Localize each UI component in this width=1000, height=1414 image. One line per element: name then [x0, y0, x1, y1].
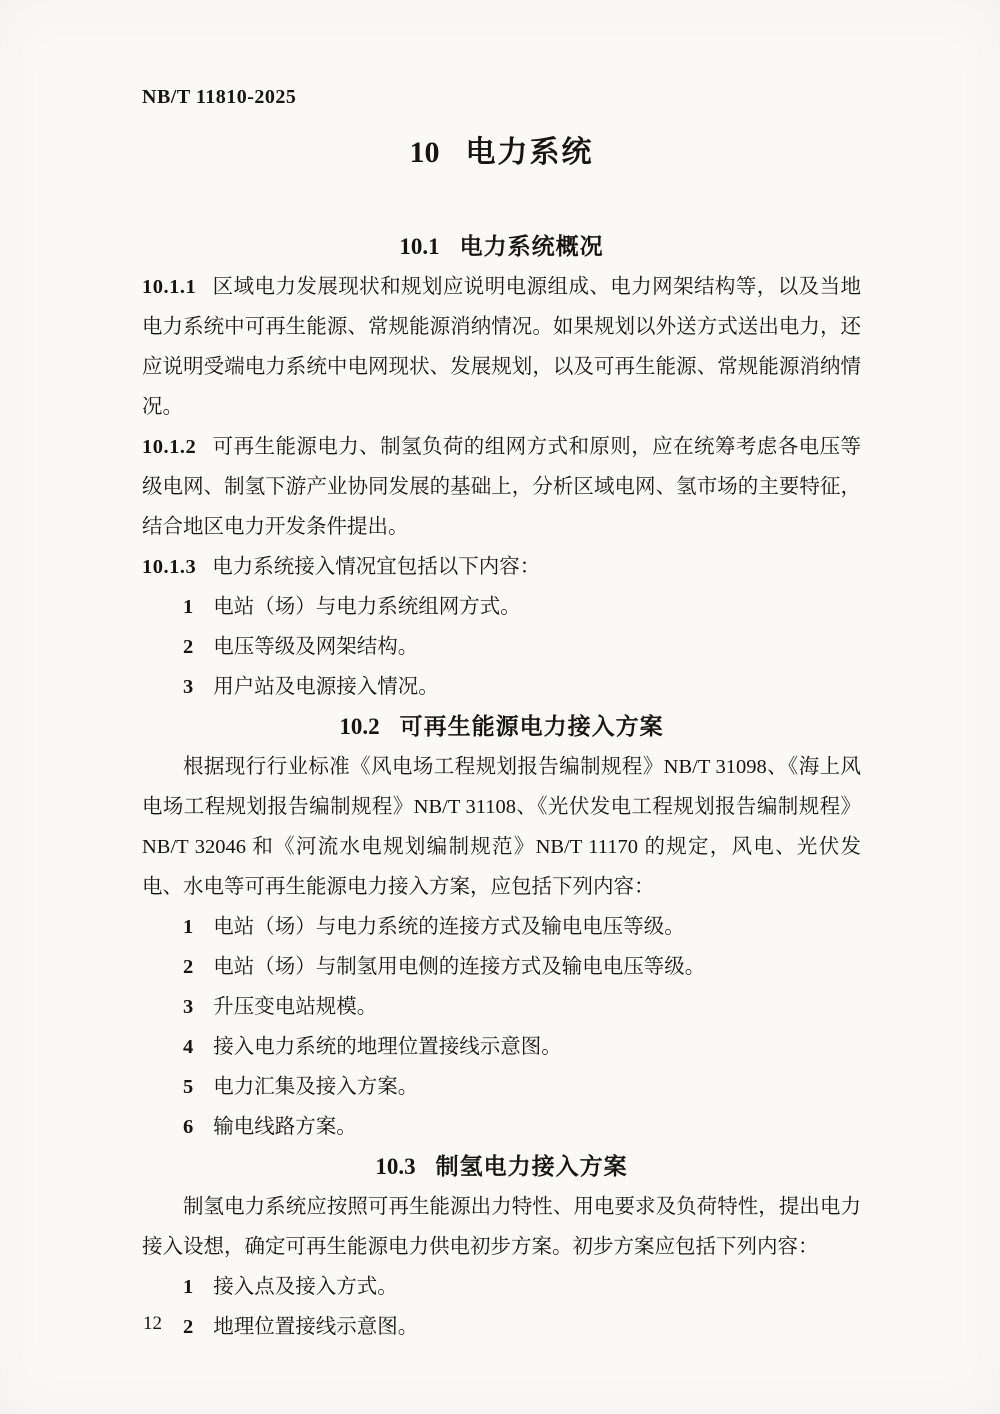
chapter-name: 电力系统: [465, 136, 594, 169]
list-item: [142, 667, 861, 707]
list-item: [142, 1267, 861, 1307]
section-number: 10.2: [339, 714, 380, 739]
section-intro-paragraph: 根据现行行业标准《风电场工程规划报告编制规程》NB/T 31098、《海上风电场工程规划报告编制规程》NB/T 31108、《光伏发电工程规划报告编制规程》NB/T 32046 和《河流水电规划编制规范》NB/T 11170 的规定，风电、光伏发电、水电等可再生能源电力接入方案，应包括下列内容：: [142, 756, 861, 898]
item-number: 2: [183, 636, 194, 658]
item-text: 接入点及接入方式。: [213, 1276, 398, 1298]
clause-10-1-1: [142, 267, 861, 427]
section-number: 10.3: [375, 1154, 416, 1179]
item-number: 2: [183, 1316, 194, 1338]
list-item: [142, 1307, 861, 1347]
clause-10-1-3: [142, 547, 861, 587]
list-item: [142, 947, 861, 987]
list-item: [142, 987, 861, 1027]
item-text: 接入电力系统的地理位置接线示意图。: [213, 1036, 562, 1058]
section-heading-10-2: [142, 707, 861, 747]
item-number: 3: [183, 676, 194, 698]
section-heading-10-1: [142, 227, 861, 267]
clause-text: 区域电力发展现状和规划应说明电源组成、电力网架结构等，以及当地电力系统中可再生能源、常规能源消纳情况。如果规划以外送方式送出电力，还应说明受端电力系统中电网现状、发展规划，以及可再生能源、常规能源消纳情况。: [142, 276, 861, 418]
item-number: 1: [183, 916, 194, 938]
section-title: 可再生能源电力接入方案: [399, 714, 664, 739]
item-number: 6: [183, 1116, 194, 1138]
item-text: 电站（场）与电力系统组网方式。: [213, 596, 521, 618]
body-text: [142, 227, 861, 1347]
clause-number: 10.1.2: [142, 436, 197, 458]
page-number: 12: [143, 1313, 162, 1334]
list-item: [142, 1107, 861, 1147]
section-number: 10.1: [399, 234, 440, 259]
clause-text: 电力系统接入情况宜包括以下内容：: [212, 556, 541, 578]
section-heading-10-3: [142, 1147, 861, 1187]
item-number: 4: [183, 1036, 194, 1058]
item-text: 电压等级及网架结构。: [213, 636, 419, 658]
clause-number: 10.1.3: [142, 556, 197, 578]
list-item: [142, 907, 861, 947]
item-text: 电力汇集及接入方案。: [213, 1076, 419, 1098]
item-number: 5: [183, 1076, 194, 1098]
item-number: 3: [183, 996, 194, 1018]
section-title: 电力系统概况: [459, 234, 604, 259]
list-item: [142, 627, 861, 667]
item-number: 1: [183, 596, 194, 618]
item-text: 输电线路方案。: [213, 1116, 357, 1138]
clause-number: 10.1.1: [142, 276, 197, 298]
section-intro-paragraph: 制氢电力系统应按照可再生能源出力特性、用电要求及负荷特性，提出电力接入设想，确定可再生能源电力供电初步方案。初步方案应包括下列内容：: [142, 1196, 861, 1258]
list-item: [142, 1067, 861, 1107]
chapter-number: 10: [409, 136, 440, 169]
item-text: 电站（场）与电力系统的连接方式及输电电压等级。: [213, 916, 685, 938]
clause-text: 可再生能源电力、制氢负荷的组网方式和原则，应在统筹考虑各电压等级电网、制氢下游产业协同发展的基础上，分析区域电网、氢市场的主要特征，结合地区电力开发条件提出。: [142, 436, 861, 538]
chapter-title: [142, 135, 861, 171]
section-title: 制氢电力接入方案: [435, 1154, 628, 1179]
list-item: [142, 587, 861, 627]
item-number: 1: [183, 1276, 194, 1298]
list-item: [142, 1027, 861, 1067]
item-text: 地理位置接线示意图。: [213, 1316, 419, 1338]
doc-code: NB/T 11810-2025: [142, 86, 297, 108]
item-text: 用户站及电源接入情况。: [213, 676, 439, 698]
item-text: 电站（场）与制氢用电侧的连接方式及输电电压等级。: [213, 956, 706, 978]
page-content: [142, 85, 861, 1347]
item-number: 2: [183, 956, 194, 978]
clause-10-1-2: [142, 427, 861, 547]
item-text: 升压变电站规模。: [213, 996, 378, 1018]
